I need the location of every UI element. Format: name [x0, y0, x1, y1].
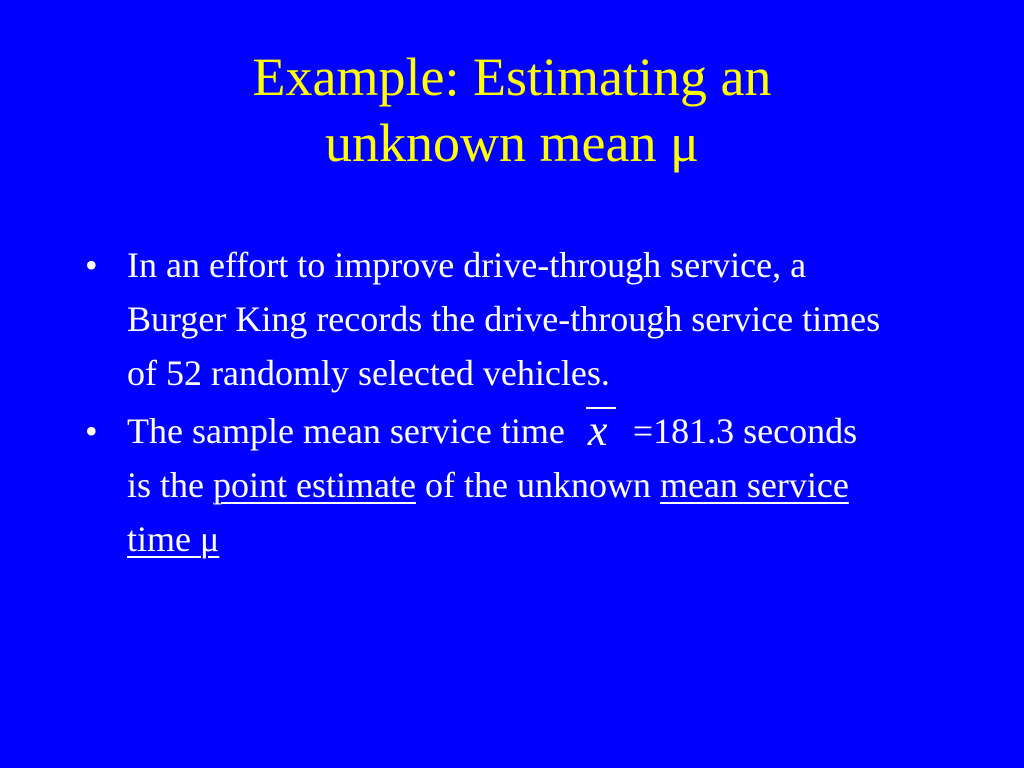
point-estimate-term: point estimate [213, 465, 416, 505]
bullet-1-text: In an effort to improve drive-through service, a Burger King records the drive-through service times of 52 randomly selected vehicles. [127, 245, 881, 393]
bullet-2-text-before: The sample mean service time [127, 411, 574, 451]
title-line-2: unknown mean μ [325, 113, 699, 173]
title-line-1: Example: Estimating an [252, 47, 772, 107]
bullet-2-value: =181.3 seconds is the [127, 411, 858, 505]
bullet-list [85, 238, 885, 570]
x-bar-symbol [574, 407, 622, 453]
mean-service-time-term: mean service time μ [127, 465, 849, 559]
slide-title [0, 44, 1024, 176]
bullet-2-text-middle: of the unknown [415, 465, 660, 505]
bullet-icon: • [85, 245, 98, 285]
bullet-icon: • [85, 411, 98, 451]
bullet-item-2 [85, 404, 885, 566]
bullet-item-1 [85, 238, 885, 400]
x-symbol: x [587, 406, 608, 455]
